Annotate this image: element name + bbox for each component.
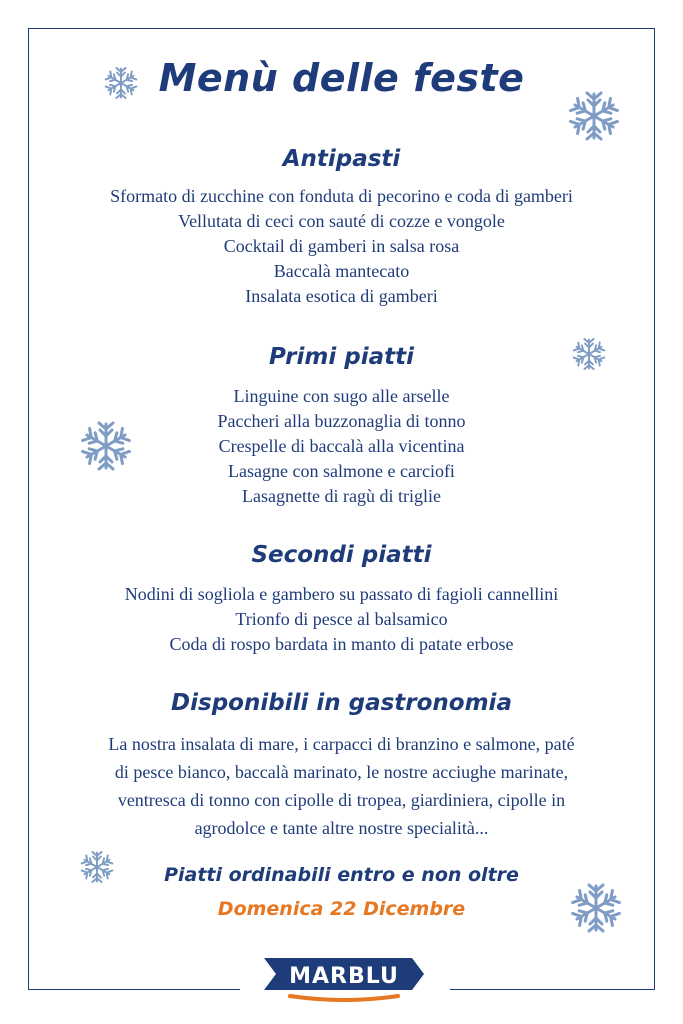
description-line: ventresca di tonno con cipolle di tropea, giardiniera, cipolle in — [117, 790, 566, 810]
menu-item: Baccalà mantecato — [273, 261, 410, 281]
logo-text: MARBLU — [289, 964, 399, 989]
menu-item: Cocktail di gamberi in salsa rosa — [223, 236, 460, 256]
menu-item: Lasagnette di ragù di triglie — [242, 486, 441, 506]
description-line: La nostra insalata di mare, i carpacci di branzino e salmone, paté — [108, 734, 575, 754]
section-title-antipasti: Antipasti — [282, 146, 401, 172]
menu-item: Sformato di zucchine con fonduta di pecorino e coda di gamberi — [110, 186, 573, 206]
order-deadline-note: Piatti ordinabili entro e non oltre — [164, 864, 519, 886]
menu-border — [28, 28, 655, 990]
order-deadline-date: Domenica 22 Dicembre — [217, 898, 466, 920]
menu-item: Lasagne con salmone e carciofi — [228, 461, 455, 481]
description-line: agrodolce e tante altre nostre specialità... — [194, 818, 489, 838]
menu-item: Nodini di sogliola e gambero su passato di fagioli cannellini — [124, 584, 559, 604]
section-title-gastronomia: Disponibili in gastronomia — [171, 690, 512, 716]
menu-item: Vellutata di ceci con sauté di cozze e vongole — [178, 211, 505, 231]
marblu-logo — [262, 952, 426, 1004]
section-items-antipasti — [60, 184, 623, 309]
menu-item: Insalata esotica di gamberi — [245, 286, 438, 306]
section-items-primi — [60, 384, 623, 509]
menu-item: Coda di rospo bardata in manto di patate erbose — [169, 634, 514, 654]
menu-item: Crespelle di baccalà alla vicentina — [218, 436, 465, 456]
description-line: di pesce bianco, baccalà marinato, le nostre acciughe marinate, — [114, 762, 569, 782]
menu-item: Linguine con sugo alle arselle — [233, 386, 450, 406]
menu-item: Trionfo di pesce al balsamico — [235, 609, 448, 629]
section-items-secondi — [60, 582, 623, 657]
section-title-primi: Primi piatti — [269, 344, 414, 370]
gastronomia-description — [70, 730, 613, 842]
section-title-secondi: Secondi piatti — [251, 542, 432, 568]
menu-title: Menù delle feste — [158, 56, 525, 100]
menu-item: Paccheri alla buzzonaglia di tonno — [217, 411, 466, 431]
